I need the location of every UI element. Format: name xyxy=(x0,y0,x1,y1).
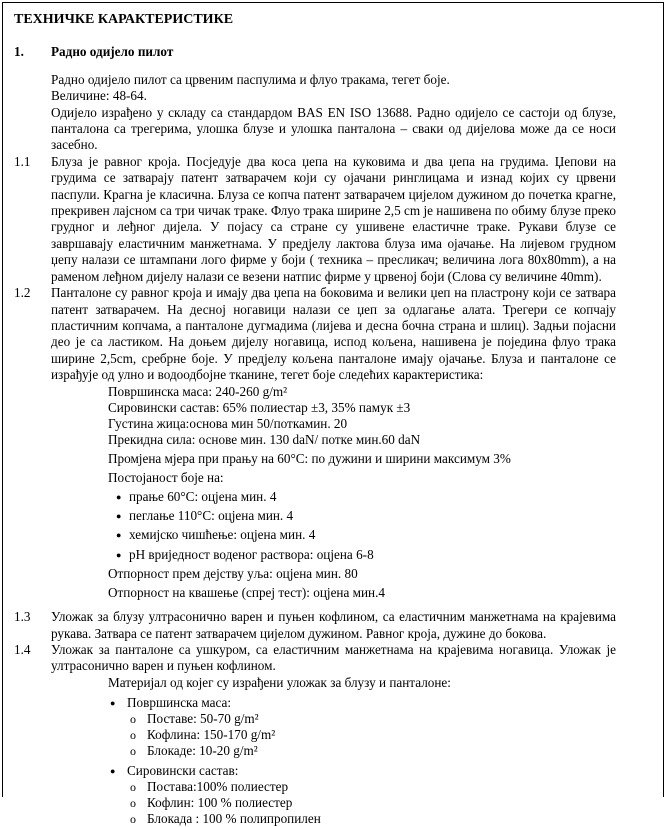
item-number: 1.1 xyxy=(14,153,31,169)
intro-paragraph: Одијело израђено у складу са стандардом BAS EN ISO 13688. Радно одијело се састоји од блузе, панталона са трегерима, улошка блузе и улошка панталона – сваки од дијелова може да се носи засебно. xyxy=(51,104,616,153)
document-page xyxy=(14,12,616,827)
list-item xyxy=(14,154,616,285)
list-item: ● хемијско чишћење: оцјена мин. 4 xyxy=(108,527,616,543)
spec-line: Површинска маса: 240-260 g/m² xyxy=(108,383,288,399)
spec-line: Отпорност прем дејству уља: оцјена мин. 80 xyxy=(108,566,358,582)
section-number: 1. xyxy=(14,44,24,60)
document-title: ТЕХНИЧКЕ КАРАКТЕРИСТИКЕ xyxy=(14,12,234,27)
material-group xyxy=(108,763,616,827)
spec-line: Постојаност боје на: xyxy=(108,469,224,485)
sub-item: o Кофлин: 100 % полиестер xyxy=(108,795,616,811)
sub-item: o Блокада : 100 % полипропилен xyxy=(108,811,616,827)
sub-item: o Поставе: 50-70 g/m² xyxy=(108,711,616,727)
list-item: ● пеглање 110°C: оцјена мин. 4 xyxy=(108,508,616,524)
spec-line: Сировински састав: 65% полиестар ±3, 35% памук ±3 xyxy=(108,399,411,415)
intro-line: Радно одијело пилот са црвеним паспулима и флуо тракама, тегет боје. xyxy=(51,71,450,87)
item-number: 1.4 xyxy=(14,641,31,657)
item-text: Панталоне су равног кроја и имају два џепа на боковима и велики џеп на пластрону који се затвара патент затварачем. На десној ногавици налази се џеп за одлагање алата. Трегери се копчају пластичним копчама, а панталоне дугмадима (лијева и десна бочна страна и шлиц). Задњи појасни део је са ластиком. На доњем дијелу ногавица, испод кољена, нашивена је појединa флуо трака ширине 2,5cm, сребрне боје. У предјелу кољена панталоне имају ојачање. Блуза и панталоне се израђује од улно и водоодбојне тканине, тегет боје следећих карактеристика: xyxy=(51,285,616,383)
list-item: ● Површинска маса: xyxy=(108,695,616,711)
sub-item: o Кофлина: 150-170 g/m² xyxy=(108,727,616,743)
section-heading xyxy=(14,44,616,60)
item-number: 1.3 xyxy=(14,609,31,625)
list-item: ● pH вриједност воденог раствора: оцјена 6-8 xyxy=(108,547,616,563)
material-section xyxy=(108,675,616,827)
list-item xyxy=(14,609,616,642)
sub-item: o Блокаде: 10-20 g/m² xyxy=(108,743,616,759)
list-item xyxy=(14,642,616,675)
list-item xyxy=(14,285,616,383)
spec-line: Отпорност на квашење (спреј тест): оцјена мин.4 xyxy=(108,585,385,601)
item-number: 1.2 xyxy=(14,285,31,301)
material-header: Материјал од којег су израђени уложак за блузу и панталоне: xyxy=(108,674,451,690)
material-group xyxy=(108,695,616,759)
list-item: ● прање 60°C: оцјена мин. 4 xyxy=(108,489,616,505)
spec-line: Промјена мјера при прању на 60°C: по дужини и ширини максимум 3% xyxy=(108,450,511,466)
item-text: Блуза је равног кроја. Посједује два коса џепа на куковима и два џепа на грудима. Џепови на грудима се затварају патент затварачем који су ојачани ринглицама и изнад којих су црвени паспули. Крагна је класична. Блуза се копча патент затварачем цијелом дужином до почетка крагне, прекривен лајсном са три чичак траке. Флуо трака ширине 2,5 cm је нашивена по обиму блузе преко грудног и леђног дијела. У појасу са стране су ушивене еластичне траке. Рукави блузе се завршавају еластичним манжетнама. У предјелу лактова блуза има ојачање. На лијевом грудном џепу налази се штампани лого фирме у боји ( техника – пресликач; величина лога 80x80mm), а на раменом леђном дијелу налази се везени натпис фирме у црвеној боји (Слова су величине 40mm). xyxy=(51,153,616,284)
intro-line: Величине: 48-64. xyxy=(51,88,147,104)
spec-line: Прекидна сила: основе мин. 130 daN/ потке мин.60 daN xyxy=(108,431,421,447)
sub-item: o Постава:100% полиестер xyxy=(108,779,616,795)
colorfastness-list xyxy=(108,489,616,564)
item-text: Уложак за блузу ултрасонично варен и пуњен кофлином, са еластичним манжетнама на крајевима рукава. Затвара се патент затварачем цијелом дужином. Равног кроја, дужине до бокова. xyxy=(51,609,616,641)
fabric-specs xyxy=(108,384,616,602)
item-text: Уложак за панталоне са ушкуром, са еластичним манжетнама на крајевима ногавица. Уложак је ултрасонично варен и пуњен кофлином. xyxy=(51,641,616,674)
section-title: Радно одијело пилот xyxy=(51,44,174,60)
list-item: ● Сировински састав: xyxy=(108,763,616,779)
spec-line: Густина жица:основа мин 50/поткамин. 20 xyxy=(108,415,348,431)
